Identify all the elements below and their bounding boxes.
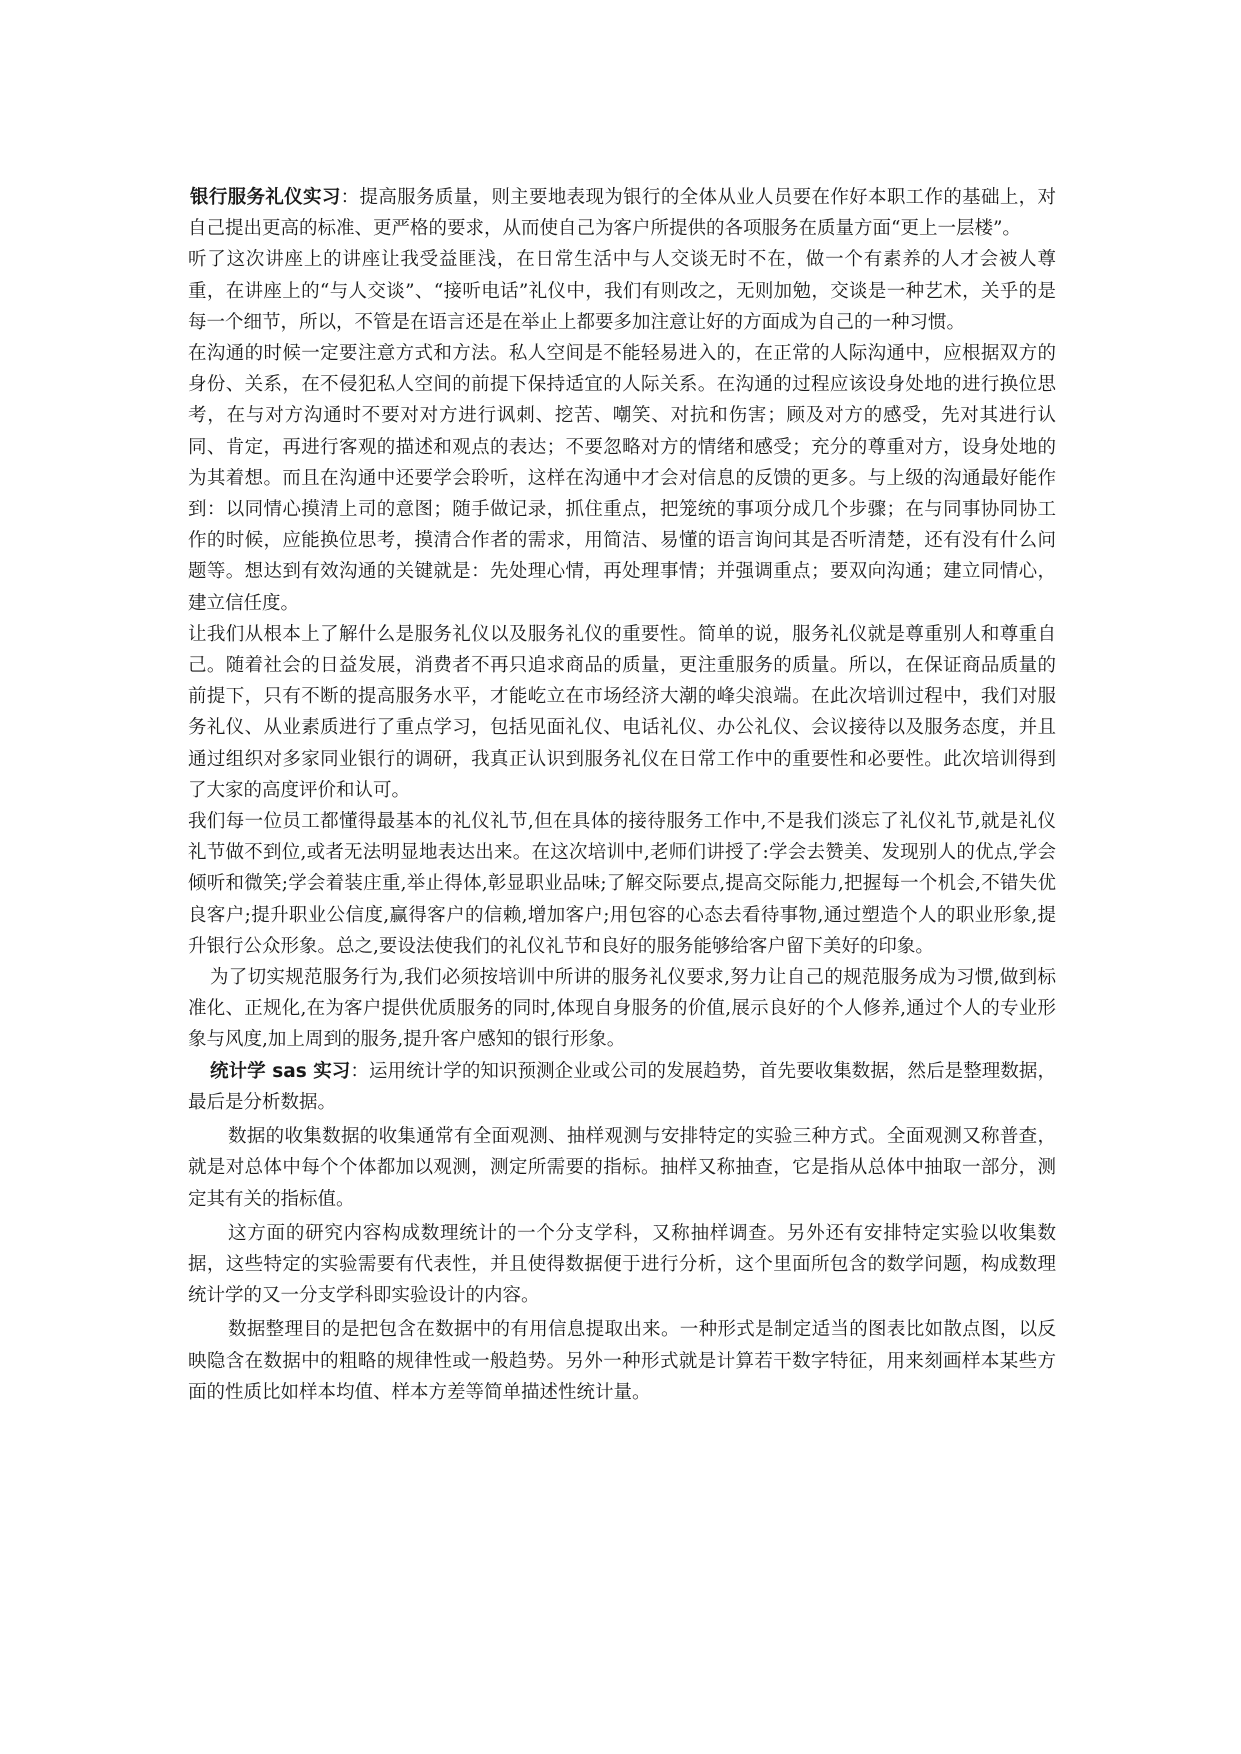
bank-intro-text: ：提高服务质量，则主要地表现为银行的全体从业人员要在作好本职工作的基础上，对自己提出更高的标准、更严格的要求，从而使自己为客户所提供的各项服务在质量方面“更上一层楼”。 <box>188 187 1056 240</box>
sas-intro-paragraph <box>188 1056 1056 1118</box>
sas-intro-text: ：运用统计学的知识预测企业或公司的发展趋势，首先要收集数据，然后是整理数据，最后是分析数据。 <box>188 1060 1056 1113</box>
bank-paragraph-conclusion: 为了切实规范服务行为,我们必须按培训中所讲的服务礼仪要求,努力让自己的规范服务成为习惯,做到标准化、正规化,在为客户提供优质服务的同时,体现自身服务的价值,展示良好的个人修养,通过个人的专业形象与风度,加上周到的服务,提升客户感知的银行形象。 <box>188 967 1056 1051</box>
bank-paragraph-communication: 在沟通的时候一定要注意方式和方法。私人空间是不能轻易进入的，在正常的人际沟通中，应根据双方的身份、关系，在不侵犯私人空间的前提下保持适宜的人际关系。在沟通的过程应该设身处地的进行换位思考，在与对方沟通时不要对对方进行讽刺、挖苦、嘲笑、对抗和伤害；顾及对方的感受，先对其进行认同、肯定，再进行客观的描述和观点的表达；不要忽略对方的情绪和感受；充分的尊重对方，设身处地的为其着想。而且在沟通中还要学会聆听，这样在沟通中才会对信息的反馈的更多。与上级的沟通最好能作到：以同情心摸清上司的意图；随手做记录，抓住重点，把笼统的事项分成几个步骤；在与同事协同协工作的时候，应能换位思考，摸清合作者的需求，用简洁、易懂的语言询问其是否听清楚，还有没有什么问题等。想达到有效沟通的关键就是：先处理心情，再处理事情；并强调重点；要双向沟通；建立同情心，建立信任度。 <box>188 343 1056 614</box>
document-page <box>188 182 1056 1408</box>
bank-paragraph-importance: 让我们从根本上了解什么是服务礼仪以及服务礼仪的重要性。简单的说，服务礼仪就是尊重别人和尊重自己。随着社会的日益发展，消费者不再只追求商品的质量，更注重服务的质量。所以，在保证商品质量的前提下，只有不断的提高服务水平，才能屹立在市场经济大潮的峰尖浪端。在此次培训过程中，我们对服务礼仪、从业素质进行了重点学习，包括见面礼仪、电话礼仪、办公礼仪、会议接待以及服务态度，并且通过组织对多家同业银行的调研，我真正认识到服务礼仪在日常工作中的重要性和必要性。此次培训得到了大家的高度评价和认可。 <box>188 623 1056 801</box>
bank-paragraph-lecture: 听了这次讲座上的讲座让我受益匪浅，在日常生活中与人交谈无时不在，做一个有素养的人才会被人尊重，在讲座上的“与人交谈”、“接听电话”礼仪中，我们有则改之，无则加勉，交谈是一种艺术，关乎的是每一个细节，所以，不管是在语言还是在举止上都要多加注意让好的方面成为自己的一种习惯。 <box>188 249 1056 333</box>
bank-intro-paragraph <box>188 182 1056 244</box>
sas-paragraph-collection: 数据的收集数据的收集通常有全面观测、抽样观测与安排特定的实验三种方式。全面观测又称普查，就是对总体中每个个体都加以观测，测定所需要的指标。抽样又称抽查，它是指从总体中抽取一部分，测定其有关的指标值。 <box>188 1126 1056 1210</box>
sas-paragraph-organizing: 数据整理目的是把包含在数据中的有用信息提取出来。一种形式是制定适当的图表比如散点图，以反映隐含在数据中的粗略的规律性或一般趋势。另外一种形式就是计算若干数字特征，用来刻画样本某些方面的性质比如样本均值、样本方差等简单描述性统计量。 <box>188 1319 1056 1403</box>
sas-paragraph-sampling: 这方面的研究内容构成数理统计的一个分支学科，又称抽样调查。另外还有安排特定实验以收集数据，这些特定的实验需要有代表性，并且使得数据便于进行分析，这个里面所包含的数学问题，构成数理统计学的又一分支学科即实验设计的内容。 <box>188 1222 1056 1307</box>
sas-section-heading: 统计学 sas 实习 <box>210 1060 351 1082</box>
bank-section-heading: 银行服务礼仪实习 <box>190 187 341 208</box>
bank-paragraph-training: 我们每一位员工都懂得最基本的礼仪礼节,但在具体的接待服务工作中,不是我们淡忘了礼仪礼节,就是礼仪礼节做不到位,或者无法明显地表达出来。在这次培训中,老师们讲授了:学会去赞美、发现别人的优点,学会倾听和微笑;学会着装庄重,举止得体,彰显职业品味;了解交际要点,提高交际能力,把握每一个机会,不错失优良客户;提升职业公信度,赢得客户的信赖,增加客户;用包容的心态去看待事物,通过塑造个人的职业形象,提升银行公众形象。总之,要设法使我们的礼仪礼节和良好的服务能够给客户留下美好的印象。 <box>188 811 1056 957</box>
